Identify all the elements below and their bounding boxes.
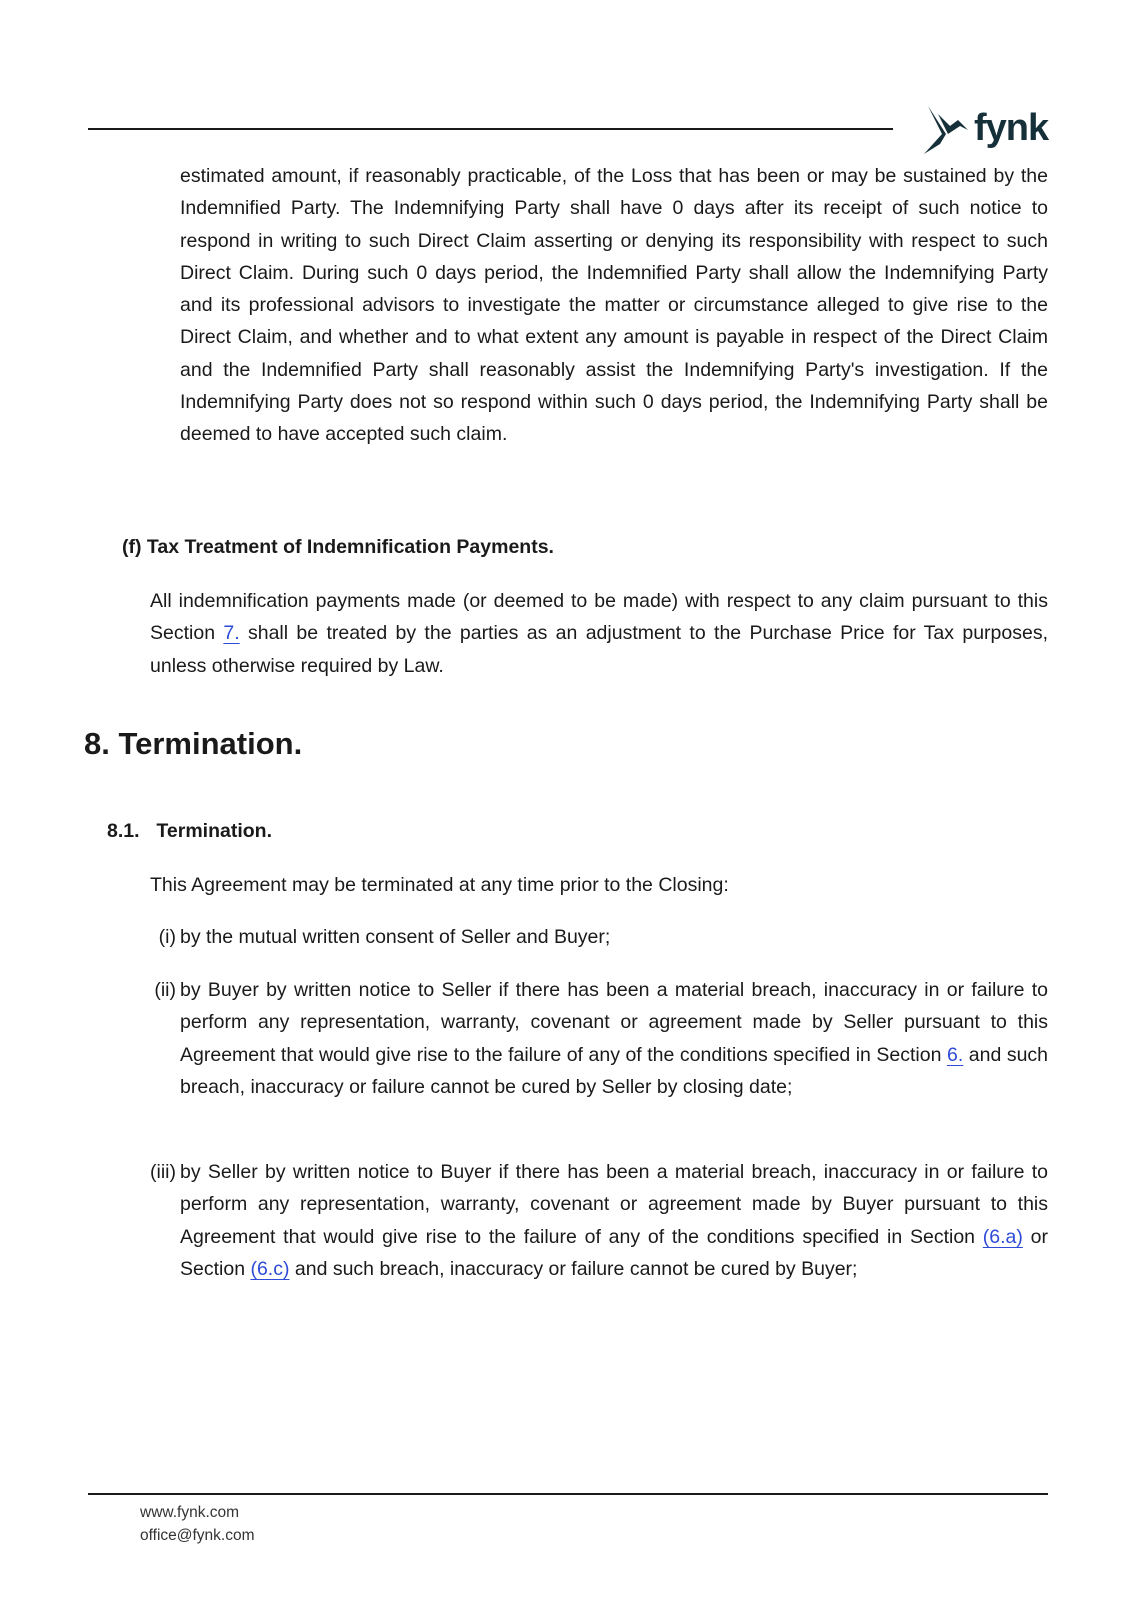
list-item-text bbox=[180, 1156, 1048, 1285]
subsection-8-1-title: Termination. bbox=[156, 820, 272, 842]
subsection-8-1-heading bbox=[107, 817, 272, 845]
section-7-link[interactable]: 7. bbox=[223, 622, 240, 645]
subsection-f-marker: (f) bbox=[122, 536, 142, 558]
footer-rule bbox=[88, 1493, 1048, 1495]
list-item-marker: (iii) bbox=[150, 1161, 176, 1183]
section-6a-link[interactable]: (6.a) bbox=[982, 1225, 1023, 1248]
section-6c-link[interactable]: (6.c) bbox=[250, 1257, 290, 1280]
item-iii-text-after: and such breach, inaccuracy or failure cannot be cured by Buyer; bbox=[289, 1257, 858, 1280]
subsection-f-text-after: shall be treated by the parties as an adjustment to the Purchase Price for Tax purposes, unless otherwise required by Law. bbox=[150, 622, 1048, 677]
item-ii-text-before: by Buyer by written notice to Seller if there has been a material breach, inaccuracy in or failure to perform any representation, warranty, covenant or agreement made by Seller pursuant to this Agreement that would give rise to the failure of any of the conditions specified in Section bbox=[180, 979, 1048, 1066]
section-8-heading: 8. Termination. bbox=[84, 726, 303, 761]
section-6-link[interactable]: 6. bbox=[946, 1043, 964, 1066]
subsection-8-1-number: 8.1. bbox=[107, 820, 140, 842]
list-item-marker: (i) bbox=[158, 926, 176, 948]
fynk-logo bbox=[920, 104, 1048, 158]
continuation-paragraph: estimated amount, if reasonably practicable, of the Loss that has been or may be sustained by the Indemnified Party. The Indemnifying Party shall have 0 days after its receipt of such notice to respond in writing to such Direct Claim asserting or denying its responsibility with respect to such Direct Claim. During such 0 days period, the Indemnified Party shall allow the Indemnifying Party and its professional advisors to investigate the matter or circumstance alleged to give rise to the Direct Claim, and whether and to what extent any amount is payable in respect of the Direct Claim and the Indemnified Party shall reasonably assist the Indemnifying Party's investigation. If the Indemnifying Party does not so respond within such 0 days period, the Indemnifying Party shall be deemed to have accepted such claim. bbox=[180, 165, 1048, 446]
item-iii-text-before: by Seller by written notice to Buyer if there has been a material breach, inaccuracy in or failure to perform any representation, warranty, covenant or agreement made by Buyer pursuant to this Agreement that would give rise to the failure of any of the conditions specified in Section bbox=[180, 1161, 1048, 1248]
logo-wordmark: fynk bbox=[974, 107, 1049, 149]
list-item-text bbox=[180, 974, 1048, 1103]
subsection-f-heading bbox=[122, 533, 554, 561]
list-item-marker: (ii) bbox=[154, 979, 176, 1001]
subsection-8-1-intro: This Agreement may be terminated at any time prior to the Closing: bbox=[150, 874, 729, 896]
list-item-text: by the mutual written consent of Seller and Buyer; bbox=[180, 926, 611, 948]
footer-email[interactable]: office@fynk.com bbox=[140, 1527, 255, 1544]
item-ii-text-after: and such breach, inaccuracy or failure cannot be cured by Seller by closing date; bbox=[180, 1043, 1049, 1098]
subsection-f-text-before: All indemnification payments made (or deemed to be made) with respect to any claim pursuant to this Section bbox=[150, 590, 1048, 645]
subsection-f-paragraph bbox=[150, 585, 1048, 682]
item-iii-text-between: or Section bbox=[180, 1225, 1048, 1280]
subsection-f-title: Tax Treatment of Indemnification Payments. bbox=[146, 536, 554, 558]
footer-website[interactable]: www.fynk.com bbox=[140, 1504, 240, 1521]
header-rule bbox=[88, 128, 893, 130]
bird-logo-icon bbox=[920, 104, 972, 158]
